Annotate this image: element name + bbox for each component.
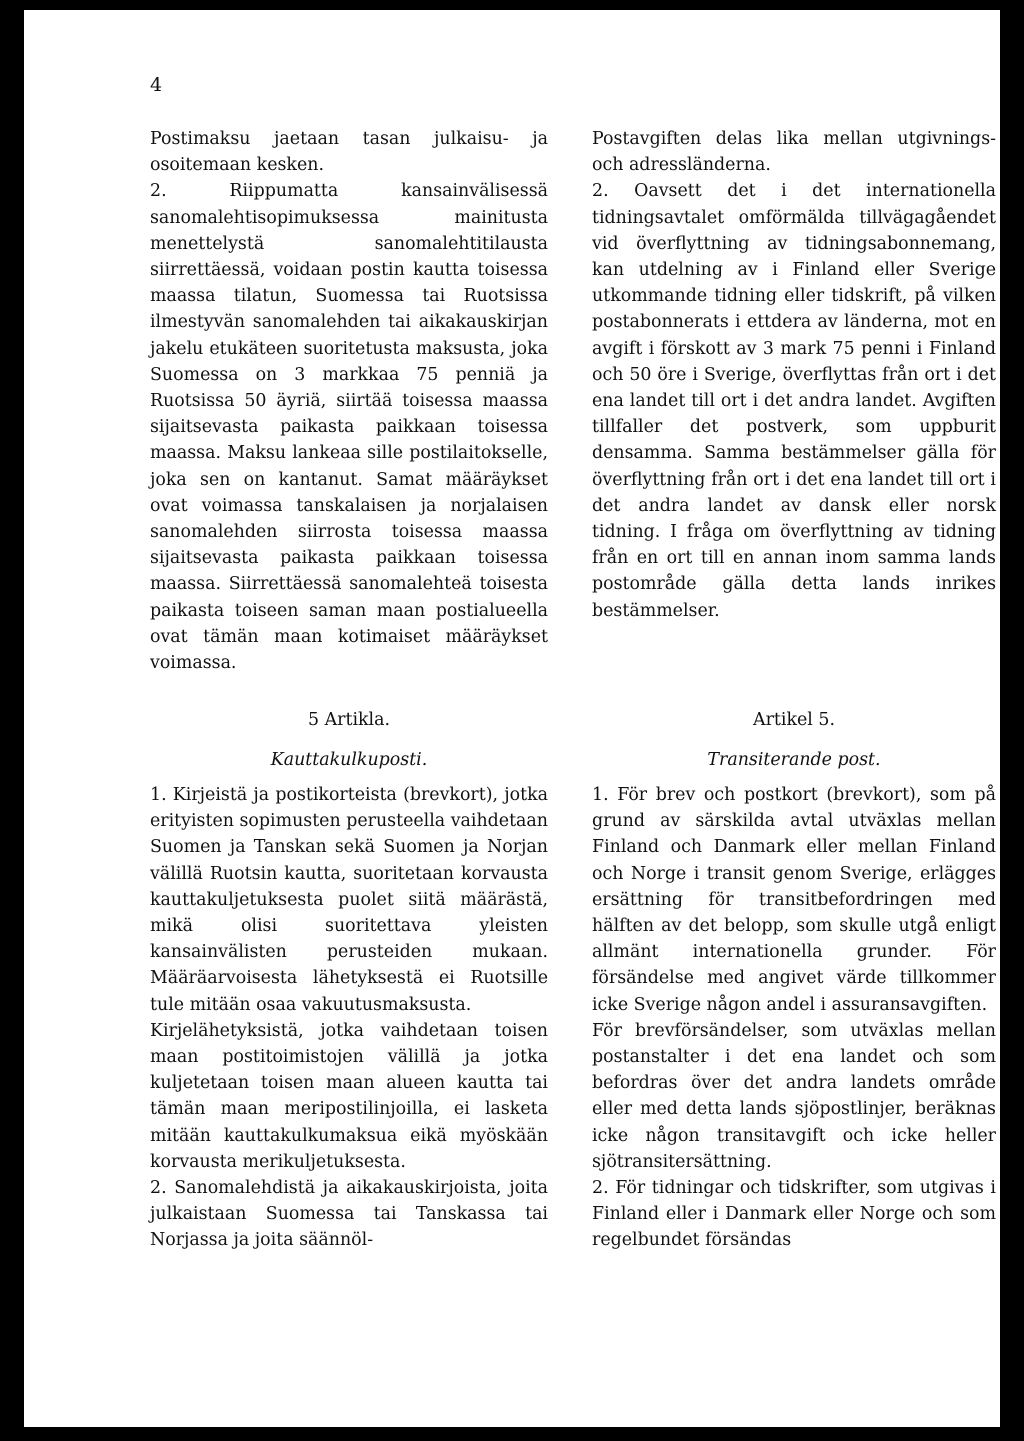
paragraph: 2. Oavsett det i det internationella tidningsavtalet omförmälda tillvägagåendet vid överflyttning av tidningsabonnemang, kan utdelning av i Finland eller Sverige utkommande tidning eller tidskrift, på vilken postabonnerats i ettdera av länderna, mot en avgift i förskott av 3 mark 75 penni i Finland och 50 öre i Sverige, överflyttas från ort i det ena landet till ort i det andra landet. Avgiften tillfaller det postverk, som uppburit densamma. Samma bestämmelser gälla för överflyttning från ort i det ena landet till ort i det andra landet av dansk eller norsk tidning. I fråga om överflyttning av tidning från en ort till en annan inom samma lands postområde gälla detta lands inrikes bestämmelser. (592, 181, 996, 621)
paragraph: Postavgiften delas lika mellan utgivnings- och adressländerna. (592, 129, 996, 176)
finnish-article-subheading: Kauttakulkuposti. (270, 750, 428, 770)
paragraph: 2. Sanomalehdistä ja aikakauskirjoista, joita julkaistaan Suomessa tai Tanskassa tai Norjassa ja joita säännöl- (150, 1178, 548, 1251)
swedish-article-heading: Artikel 5. (753, 710, 835, 730)
finnish-column-bottom (150, 782, 548, 1254)
paragraph: 2. För tidningar och tidskrifter, som utgivas i Finland eller i Danmark eller Norge och som regelbundet försändas (592, 1178, 996, 1251)
swedish-column-top (592, 126, 996, 624)
finnish-column-top (150, 126, 548, 676)
finnish-article-heading: 5 Artikla. (307, 710, 390, 730)
page-number: 4 (150, 74, 163, 96)
paragraph: Kirjelähetyksistä, jotka vaihdetaan toisen maan postitoimistojen välillä ja jotka kuljetetaan toisen maan alueen kautta tai tämän maan meripostilinjoilla, ei lasketa mitään kauttakulkumaksua eikä myöskään korvausta merikuljetuksesta. (150, 1020, 548, 1172)
paragraph: 1. För brev och postkort (brevkort), som på grund av särskilda avtal utväxlas mellan Finland och Danmark eller mellan Finland och Norge i transit genom Sverige, erlägges ersättning för transitbefordringen med hälften av det belopp, som skulle utgå enligt allmänt internationella grunder. För försändelse med angivet värde tillkommer icke Sverige någon andel i assuransavgiften. (592, 785, 996, 1015)
swedish-column-bottom (592, 782, 996, 1254)
paragraph: 1. Kirjeistä ja postikorteista (brevkort), jotka erityisten sopimusten perusteella vaihdetaan Suomen ja Tanskan sekä Suomen ja Norjan välillä Ruotsin kautta, suoritetaan korvausta kauttakuljetuksesta puolet siitä määrästä, mikä olisi suoritettava yleisten kansainvälisten perusteiden mukaan. Määräarvoisesta lähetyksestä ei Ruotsille tule mitään osaa vakuutusmaksusta. (150, 785, 548, 1015)
paragraph: 2. Riippumatta kansainvälisessä sanomalehtisopimuksessa mainitusta menettelystä sanomalehtitilausta siirrettäessä, voidaan postin kautta toisessa maassa tilatun, Suomessa tai Ruotsissa ilmestyvän sanomalehden tai aikakauskirjan jakelu etukäteen suoritetusta maksusta, joka Suomessa on 3 markkaa 75 penniä ja Ruotsissa 50 äyriä, siirtää toisessa maassa sijaitsevasta paikasta paikkaan toisessa maassa. Maksu lankeaa sille postilaitokselle, joka sen on kantanut. Samat määräykset ovat voimassa tanskalaisen ja norjalaisen sanomalehden siirrosta toisessa maassa sijaitsevasta paikasta paikkaan toisessa maassa. Siirrettäessä sanomalehteä toisesta paikasta toiseen saman maan postialueella ovat tämän maan kotimaiset määräykset voimassa. (150, 181, 548, 674)
paragraph: För brevförsändelser, som utväxlas mellan postanstalter i det ena landet och som befordras över det andra landets område eller med detta lands sjöpostlinjer, beräknas icke någon transitavgift och icke heller sjötransitersättning. (592, 1020, 996, 1172)
paragraph: Postimaksu jaetaan tasan julkaisu- ja osoitemaan kesken. (150, 129, 548, 176)
document-page (24, 10, 1000, 1427)
swedish-article-subheading: Transiterande post. (707, 750, 881, 770)
